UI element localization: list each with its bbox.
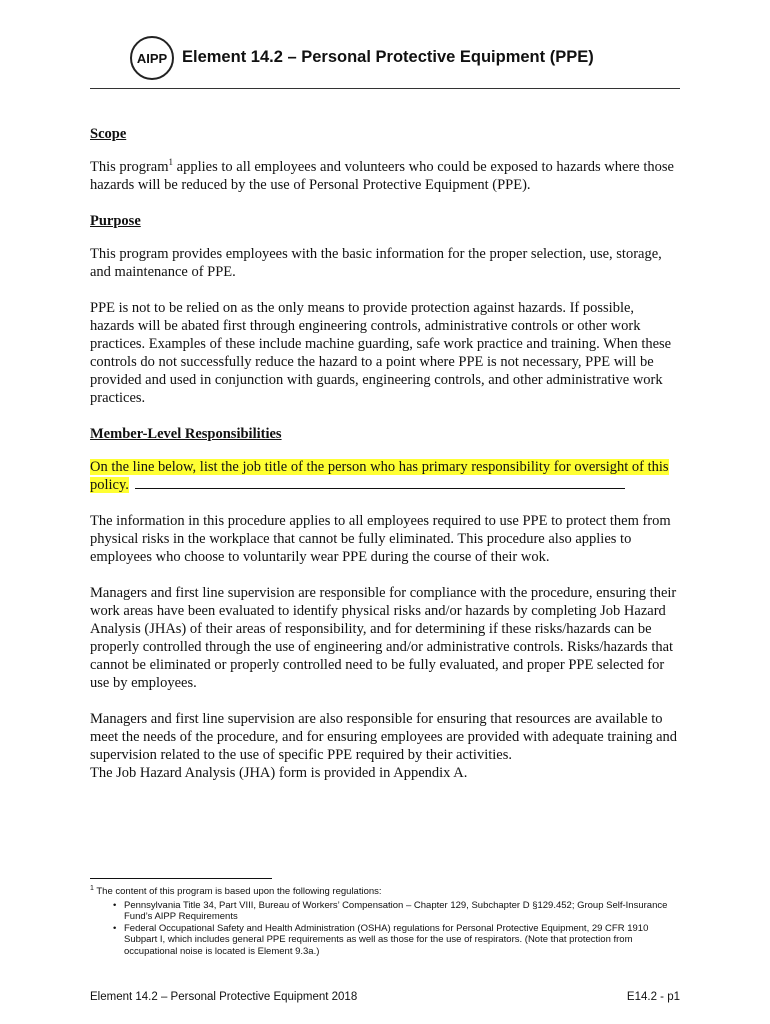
footnote-reference[interactable]: 1 (168, 157, 174, 167)
footnote-item: • Pennsylvania Title 34, Part VIII, Bureau of Workers’ Compensation – Chapter 129, Subchapter D §129.452; Group Self-Insurance Fund’s AIPP Requirements (124, 900, 680, 923)
document-body (90, 125, 680, 800)
highlighted-instruction: On the line below, list the job title of the person who has primary responsibility for oversight of this policy. (90, 459, 669, 493)
scope-heading: Scope (90, 126, 127, 142)
scope-text-pre: This program (90, 159, 169, 175)
scope-paragraph (90, 158, 680, 194)
purpose-paragraph-1: This program provides employees with the basic information for the proper selection, use, storage, and maintenance of PPE. (90, 246, 662, 280)
purpose-heading: Purpose (90, 213, 141, 229)
aipp-logo: AIPP (130, 36, 174, 80)
footnote-intro (90, 886, 680, 898)
footnote-list (90, 900, 680, 958)
footnote-intro-text: The content of this program is based upon the following regulations: (93, 886, 382, 897)
job-title-blank-line[interactable] (135, 476, 625, 489)
member-paragraph-2: Managers and first line supervision are responsible for compliance with the procedure, ensuring their work areas have been evaluated to identify physical risks and/or hazards by completing Job Hazard Analysis (JHAs) of their areas of responsibility, and for determining if these risks/hazards can be properly controlled through the use of engineering and/or administrative controls. Risks/hazards that cannot be eliminated or properly controlled need to be fully evaluated, and proper PPE selected for use by employees. (90, 585, 677, 691)
page-header (90, 36, 680, 89)
footer-page-number: E14.2 - p1 (626, 991, 680, 1003)
responsible-person-prompt (90, 458, 680, 494)
footnotes (90, 886, 680, 957)
page-title: Element 14.2 – Personal Protective Equipment (PPE) (182, 48, 594, 66)
footer-document-title: Element 14.2 – Personal Protective Equipment 2018 (90, 991, 358, 1003)
scope-text-post: applies to all employees and volunteers who could be exposed to hazards where those hazards will be reduced by the use of Personal Protective Equipment (PPE). (90, 159, 674, 193)
member-paragraph-4: The Job Hazard Analysis (JHA) form is provided in Appendix A. (90, 765, 468, 781)
footnote-divider (90, 878, 272, 879)
member-paragraph-1: The information in this procedure applies to all employees required to use PPE to protect them from physical risks in the workplace that cannot be fully eliminated. This procedure also applies to employees who choose to voluntarily wear PPE during the course of their wok. (90, 513, 671, 565)
footnote-item: • Federal Occupational Safety and Health Administration (OSHA) regulations for Personal Protective Equipment, 29 CFR 1910 Subpart I, which includes general PPE requirements as well as those for the use of respirators. (Note that protection from occupational noise is located is Element 9.3a.) (124, 923, 680, 958)
footnote-mark: 1 (90, 885, 94, 892)
member-responsibilities-heading: Member-Level Responsibilities (90, 426, 282, 442)
purpose-paragraph-2: PPE is not to be relied on as the only means to provide protection against hazards. If possible, hazards will be abated first through engineering controls, administrative controls or other work practices. Examples of these include machine guarding, safe work practice and training. When these controls do not successfully reduce the hazard to a point where PPE is not necessary, PPE will be provided and used in conjunction with guards, engineering controls, and other administrative work practices. (90, 300, 672, 406)
member-paragraph-3: Managers and first line supervision are also responsible for ensuring that resources are available to meet the needs of the procedure, and for ensuring employees are provided with adequate training and supervision related to the use of specific PPE required by their activities. (90, 711, 678, 763)
